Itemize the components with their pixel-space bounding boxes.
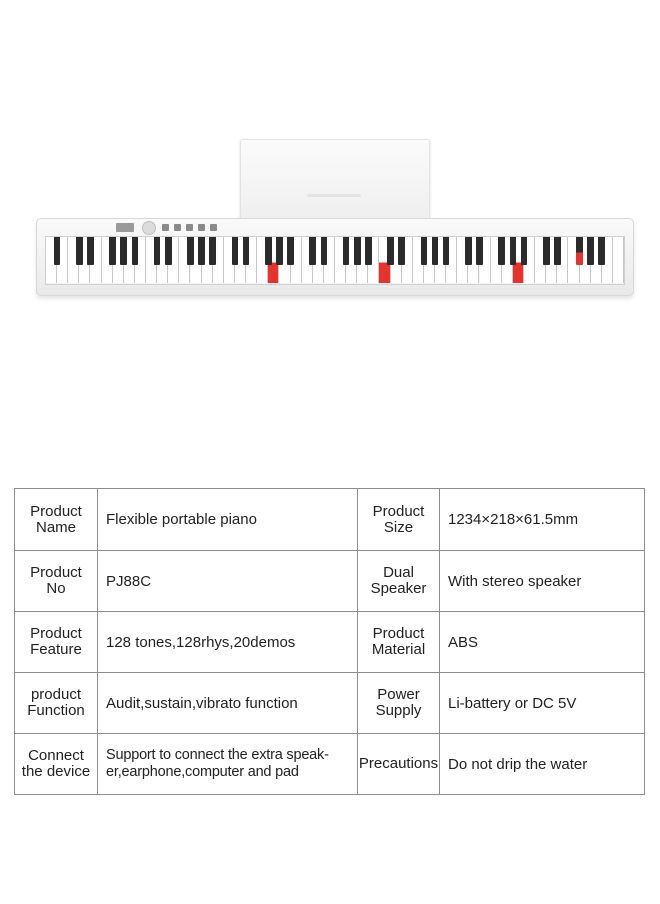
table-row (15, 551, 645, 612)
black-key (576, 237, 583, 265)
power-supply-value: Li-battery or DC 5V (440, 673, 645, 734)
black-key (476, 237, 483, 265)
black-key (365, 237, 372, 265)
white-key (613, 237, 624, 283)
black-key (498, 237, 505, 265)
black-key (154, 237, 161, 265)
product-no-value: PJ88C (98, 551, 358, 612)
product-feature-value: 128 tones,128rhys,20demos (98, 612, 358, 673)
black-key (165, 237, 172, 265)
black-key (187, 237, 194, 265)
product-feature-label: Product Feature (15, 612, 98, 673)
black-key (387, 237, 394, 265)
table-row (15, 734, 645, 795)
black-key (132, 237, 139, 265)
black-key (398, 237, 405, 265)
dual-speaker-label: Dual Speaker (358, 551, 440, 612)
product-name-value: Flexible portable piano (98, 489, 358, 551)
dual-speaker-value: With stereo speaker (440, 551, 645, 612)
black-key (109, 237, 116, 265)
power-supply-label: Power Supply (358, 673, 440, 734)
black-key (309, 237, 316, 265)
black-key (543, 237, 550, 265)
black-key (198, 237, 205, 265)
table-row (15, 489, 645, 551)
lcd-display (116, 223, 134, 232)
spec-table (14, 488, 645, 795)
black-key (120, 237, 127, 265)
music-stand (240, 139, 430, 227)
black-key (243, 237, 250, 265)
black-key (554, 237, 561, 265)
black-key (87, 237, 94, 265)
panel-button (198, 224, 205, 231)
black-key (465, 237, 472, 265)
precautions-value: Do not drip the water (440, 734, 645, 795)
panel-button (174, 224, 181, 231)
product-material-label: Product Material (358, 612, 440, 673)
product-size-value: 1234×218×61.5mm (440, 489, 645, 551)
black-key (276, 237, 283, 265)
panel-button (162, 224, 169, 231)
product-function-label: product Function (15, 673, 98, 734)
black-key (432, 237, 439, 265)
black-key (265, 237, 272, 265)
product-no-label: Product No (15, 551, 98, 612)
black-key (354, 237, 361, 265)
table-row (15, 673, 645, 734)
black-key (343, 237, 350, 265)
black-key (76, 237, 83, 265)
black-key (521, 237, 528, 265)
black-key (232, 237, 239, 265)
panel-button (210, 224, 217, 231)
black-key (287, 237, 294, 265)
piano-keyboard (45, 236, 625, 285)
table-row (15, 612, 645, 673)
black-key (443, 237, 450, 265)
black-key (598, 237, 605, 265)
product-name-label: Product Name (15, 489, 98, 551)
music-stand-slot (307, 194, 361, 197)
black-key (587, 237, 594, 265)
black-key (421, 237, 428, 265)
black-key (54, 237, 61, 265)
black-key (510, 237, 517, 265)
product-function-value: Audit,sustain,vibrato function (98, 673, 358, 734)
black-key (209, 237, 216, 265)
product-size-label: Product Size (358, 489, 440, 551)
precautions-label: Precautions (358, 734, 440, 795)
panel-button (186, 224, 193, 231)
product-material-value: ABS (440, 612, 645, 673)
volume-knob (142, 221, 156, 235)
connect-device-label: Connect the device (15, 734, 98, 795)
piano-illustration (0, 0, 660, 320)
black-key (321, 237, 328, 265)
connect-device-value: Support to connect the extra speak- er,earphone,computer and pad (98, 734, 358, 795)
